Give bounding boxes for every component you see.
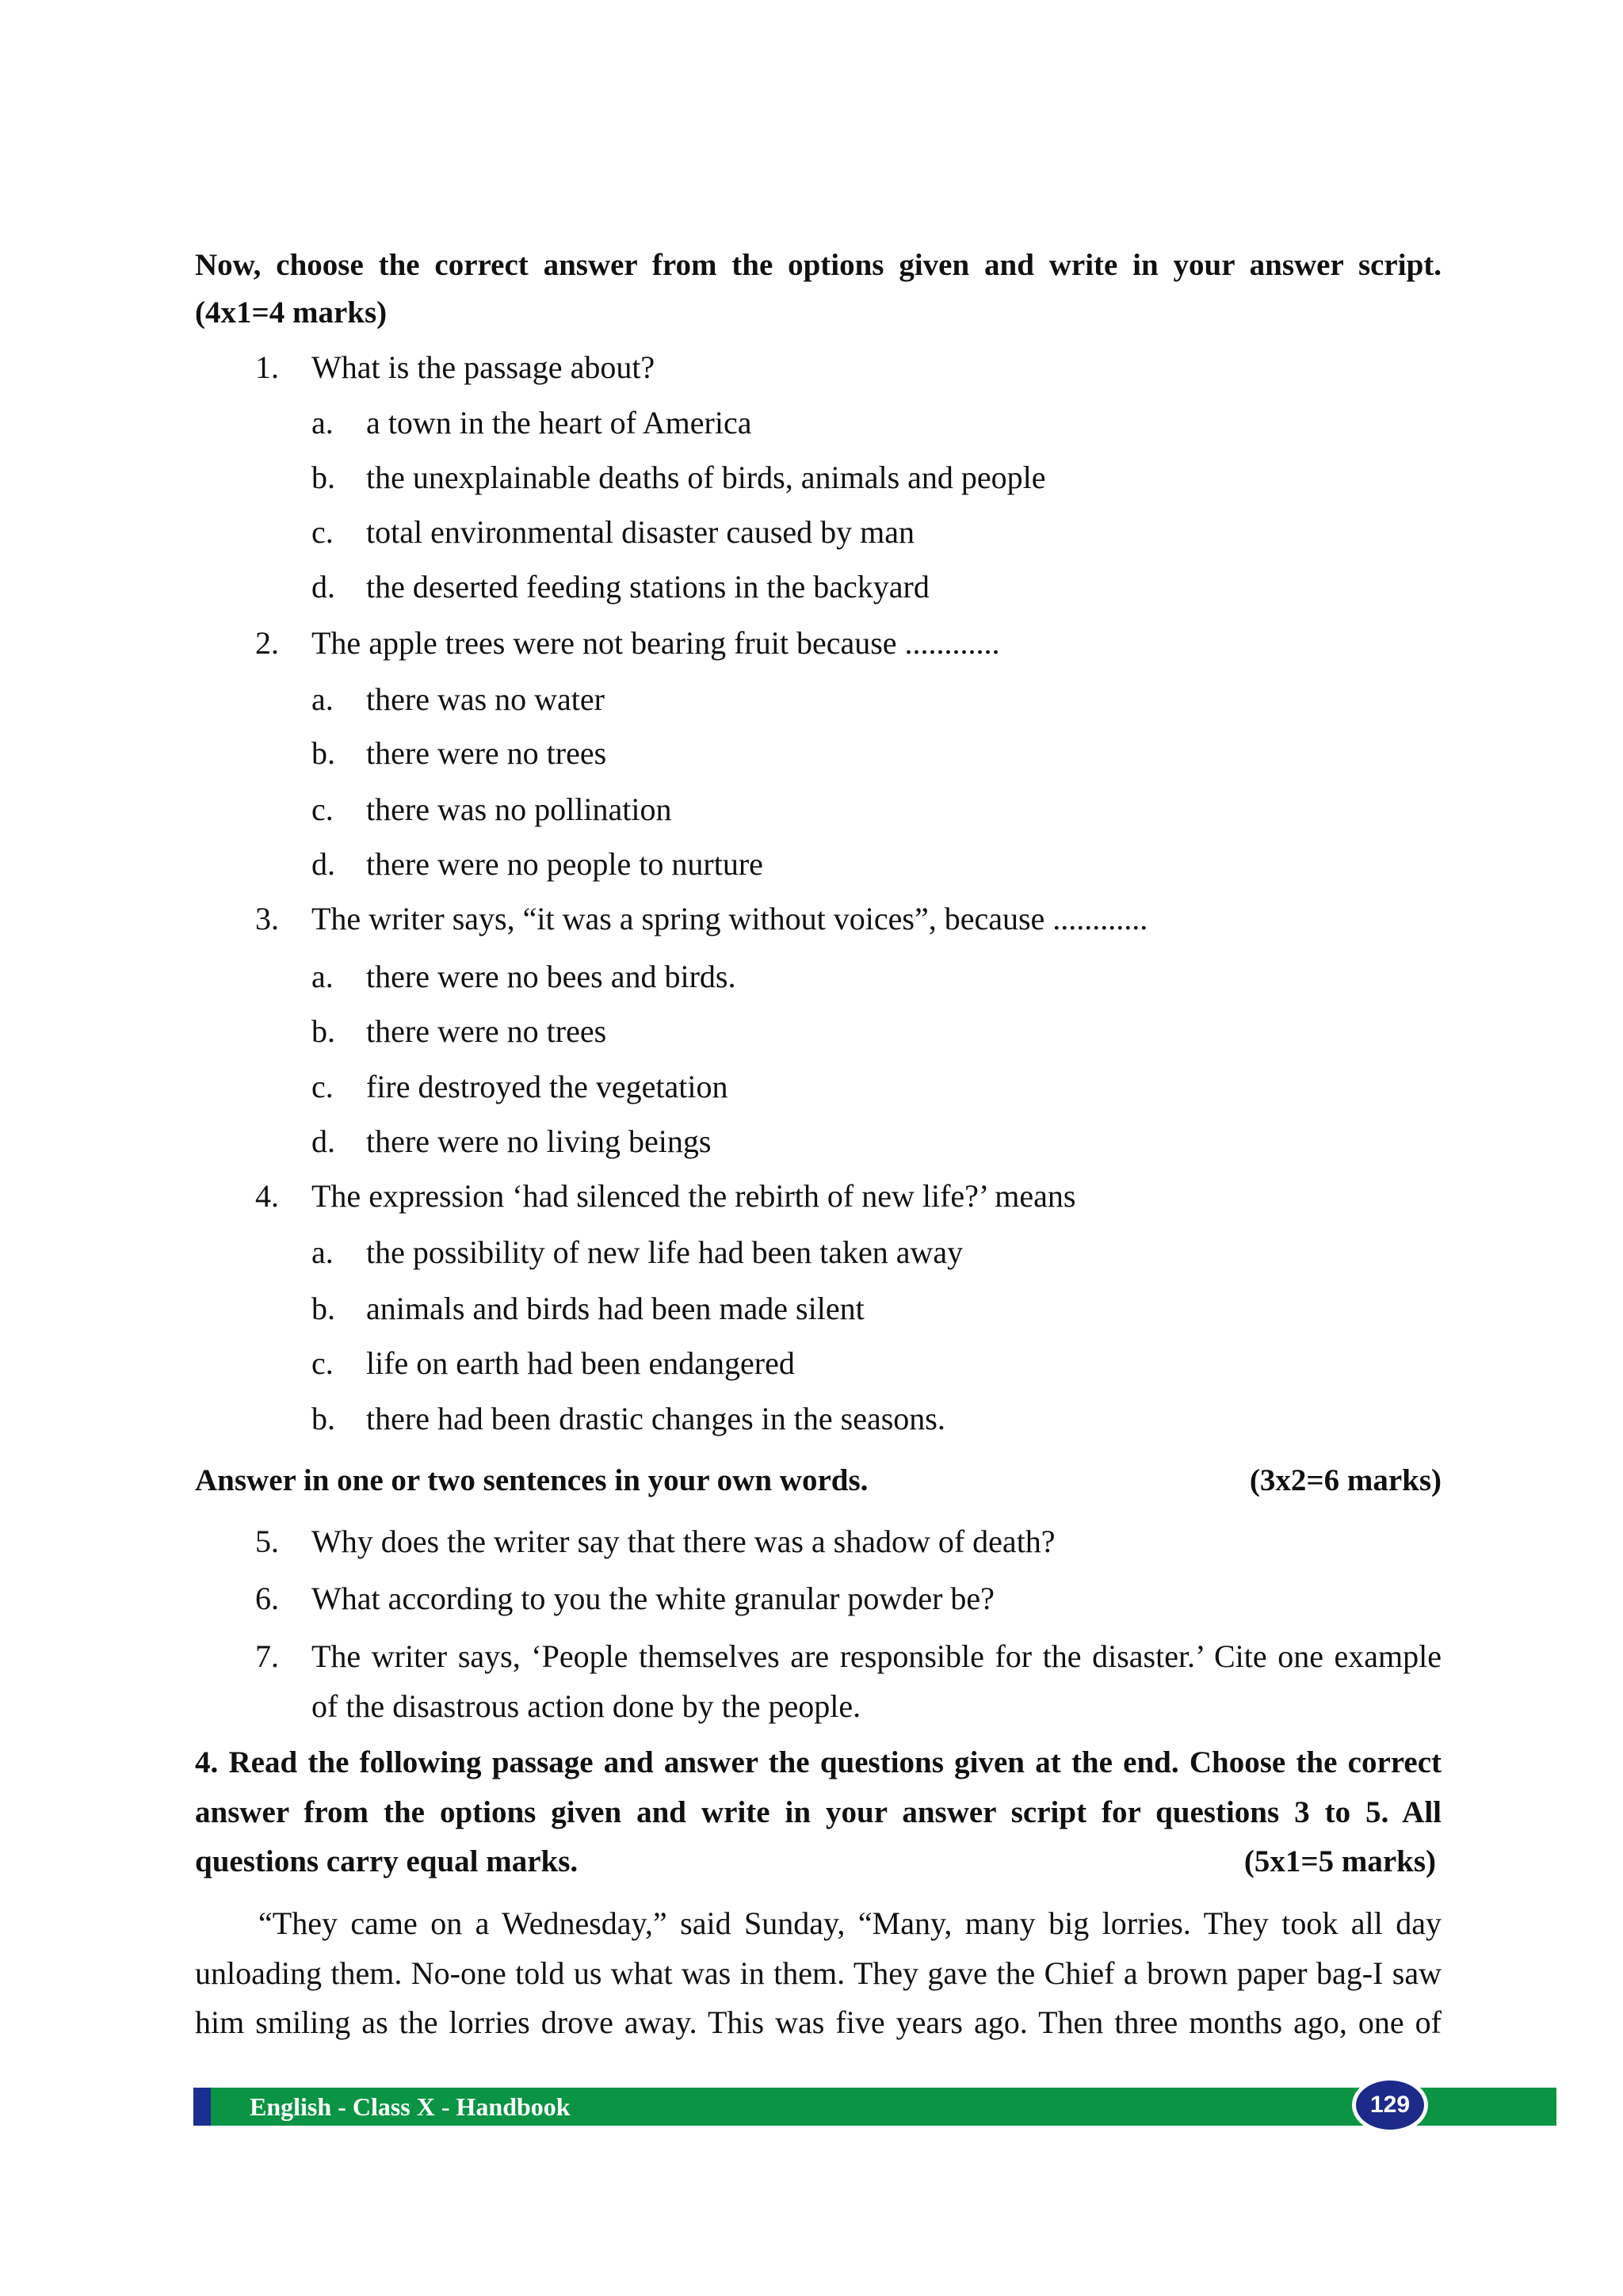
question-number: 1. bbox=[255, 349, 279, 385]
option-text: life on earth had been endangered bbox=[366, 1345, 795, 1381]
question-number: 3. bbox=[255, 901, 279, 936]
option-row bbox=[0, 1225, 1623, 1280]
option-text: a town in the heart of America bbox=[366, 405, 752, 441]
section-4-instruction-line: 4. Read the following passage and answer the questions given at the end. Choose the correct bbox=[195, 1745, 1442, 1779]
option-letter: c. bbox=[311, 1069, 334, 1104]
option-row bbox=[0, 1336, 1623, 1391]
option-row bbox=[0, 726, 1623, 781]
section-4-instruction-line: questions carry equal marks. bbox=[195, 1844, 579, 1878]
passage-line: unloading them. No-one told us what was in them. They gave the Chief a brown paper bag-I saw bbox=[195, 1955, 1442, 1991]
short-question-5 bbox=[0, 1514, 1623, 1569]
section-4-instruction-line: answer from the options given and write in your answer script for questions 3 to 5. All bbox=[195, 1795, 1442, 1829]
option-text: there had been drastic changes in the seasons. bbox=[366, 1401, 945, 1436]
option-row bbox=[0, 1281, 1623, 1337]
option-text: the unexplainable deaths of birds, animals and people bbox=[366, 460, 1046, 495]
question-text: Why does the writer say that there was a shadow of death? bbox=[311, 1524, 1056, 1559]
short-question-6 bbox=[0, 1571, 1623, 1627]
page-number-badge: 129 bbox=[1352, 2077, 1428, 2134]
option-letter: b. bbox=[311, 460, 335, 495]
option-text: there was no pollination bbox=[366, 791, 672, 827]
passage-line: him smiling as the lorries drove away. This was five years ago. Then three months ago, one of bbox=[195, 2004, 1442, 2040]
option-text: total environmental disaster caused by man bbox=[366, 514, 915, 550]
option-letter: d. bbox=[311, 1123, 335, 1159]
option-text: the possibility of new life had been taken away bbox=[366, 1234, 964, 1270]
question-number: 7. bbox=[255, 1638, 279, 1674]
option-letter: a. bbox=[311, 681, 334, 717]
option-letter: a. bbox=[311, 959, 334, 994]
option-text: the deserted feeding stations in the backyard bbox=[366, 569, 930, 605]
option-row bbox=[0, 450, 1623, 505]
question-text: What according to you the white granular powder be? bbox=[311, 1581, 995, 1616]
instruction-text: Now, choose the correct answer from the options given and write in your answer script. bbox=[195, 248, 1442, 282]
option-text: there were no people to nurture bbox=[366, 846, 763, 882]
option-row bbox=[0, 949, 1623, 1005]
option-letter: b. bbox=[311, 1291, 335, 1326]
section-4-marks: (5x1=5 marks) bbox=[1243, 1844, 1436, 1878]
option-row bbox=[0, 837, 1623, 892]
question-number: 6. bbox=[255, 1581, 279, 1616]
instruction-marks: (4x1=4 marks) bbox=[195, 296, 388, 330]
mcq-question-3 bbox=[0, 891, 1623, 947]
question-number: 4. bbox=[255, 1178, 279, 1214]
option-row bbox=[0, 672, 1623, 727]
footer-accent-strip bbox=[193, 2088, 211, 2126]
question-text: The apple trees were not bearing fruit because ............ bbox=[311, 625, 1000, 661]
question-text: The writer says, “it was a spring without voices”, because ............ bbox=[311, 901, 1148, 936]
question-number: 2. bbox=[255, 625, 279, 661]
short-answer-marks: (3x2=6 marks) bbox=[1249, 1463, 1442, 1497]
question-number: 5. bbox=[255, 1524, 279, 1559]
option-row bbox=[0, 782, 1623, 837]
footer-title: English - Class X - Handbook bbox=[250, 2092, 571, 2121]
option-letter: c. bbox=[311, 514, 334, 550]
option-letter: b. bbox=[311, 1401, 335, 1436]
option-letter: a. bbox=[311, 1234, 334, 1270]
passage-line: “They came on a Wednesday,” said Sunday, “Many, many big lorries. They took all day bbox=[258, 1905, 1442, 1941]
option-row bbox=[0, 1059, 1623, 1115]
option-text: fire destroyed the vegetation bbox=[366, 1069, 728, 1104]
option-letter: d. bbox=[311, 569, 335, 605]
question-text: What is the passage about? bbox=[311, 349, 655, 385]
option-row bbox=[0, 1391, 1623, 1447]
option-text: there was no water bbox=[366, 681, 605, 717]
option-letter: d. bbox=[311, 846, 335, 882]
mcq-question-2 bbox=[0, 616, 1623, 671]
option-row bbox=[0, 559, 1623, 615]
option-text: there were no living beings bbox=[366, 1123, 712, 1159]
question-text-line: The writer says, ‘People themselves are responsible for the disaster.’ Cite one example bbox=[311, 1638, 1442, 1674]
option-letter: b. bbox=[311, 1013, 335, 1049]
option-row bbox=[0, 395, 1623, 451]
option-text: there were no trees bbox=[366, 735, 607, 771]
option-text: there were no bees and birds. bbox=[366, 959, 736, 994]
question-text: The expression ‘had silenced the rebirth of new life?’ means bbox=[311, 1178, 1076, 1214]
option-letter: a. bbox=[311, 405, 334, 441]
question-text-line: of the disastrous action done by the people. bbox=[311, 1688, 861, 1724]
option-row bbox=[0, 505, 1623, 560]
option-text: there were no trees bbox=[366, 1013, 607, 1049]
option-letter: c. bbox=[311, 791, 334, 827]
short-answer-heading: Answer in one or two sentences in your own words. bbox=[195, 1463, 869, 1497]
mcq-question-4 bbox=[0, 1169, 1623, 1224]
option-row bbox=[0, 1114, 1623, 1169]
option-text: animals and birds had been made silent bbox=[366, 1291, 865, 1326]
option-letter: c. bbox=[311, 1345, 334, 1381]
mcq-question-1 bbox=[0, 340, 1623, 395]
option-row bbox=[0, 1004, 1623, 1059]
option-letter: b. bbox=[311, 735, 335, 771]
